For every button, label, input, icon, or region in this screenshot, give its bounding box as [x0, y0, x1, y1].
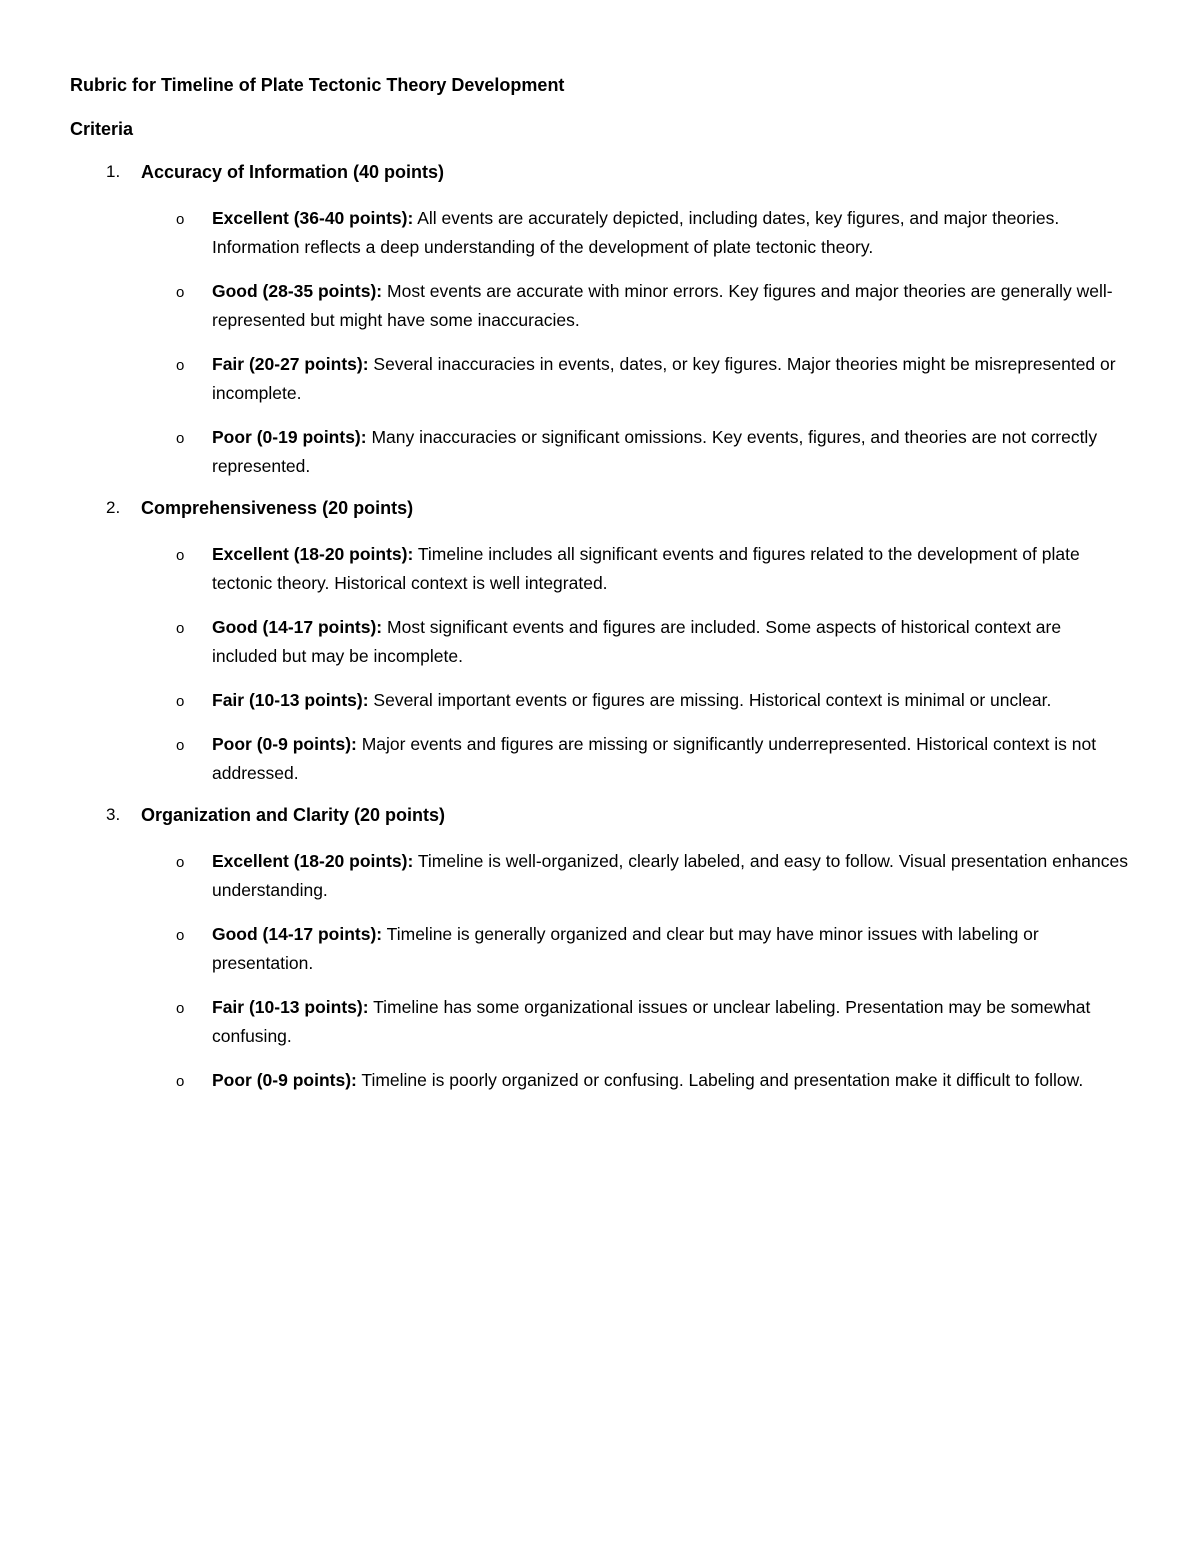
- rating-level-name: Poor (0-9 points):: [212, 734, 357, 754]
- rating-level-item: [0, 277, 1200, 335]
- rating-level-description: Most significant events and figures are included. Some aspects of historical context are included but may be incomplete.: [212, 617, 1062, 666]
- rating-level-description: Several inaccuracies in events, dates, or key figures. Major theories might be misrepresented or incomplete.: [212, 354, 1116, 403]
- bullet-marker: o: [176, 737, 185, 754]
- criterion-heading: [0, 160, 1200, 186]
- rating-level-description: Timeline has some organizational issues or unclear labeling. Presentation may be somewhat confusing.: [212, 997, 1091, 1046]
- rating-level-name: Good (14-17 points):: [212, 617, 383, 637]
- rating-level-name: Excellent (18-20 points):: [212, 544, 414, 564]
- bullet-marker: o: [176, 927, 185, 944]
- rating-level-name: Fair (10-13 points):: [212, 997, 369, 1017]
- rating-levels-list: [0, 847, 1200, 1095]
- bullet-marker: o: [176, 284, 185, 301]
- rating-level-description: Timeline includes all significant events and figures related to the development of plate tectonic theory. Historical context is well integrated.: [212, 544, 1080, 593]
- rating-level-description: Most events are accurate with minor errors. Key figures and major theories are generally well-represented but might have some inaccuracies.: [212, 281, 1113, 330]
- bullet-marker: o: [176, 547, 185, 564]
- rating-level-item: [0, 540, 1200, 598]
- rating-levels-list: [0, 540, 1200, 788]
- criterion-section: [0, 803, 1200, 1095]
- criterion-heading: [0, 803, 1200, 829]
- rating-level-description: All events are accurately depicted, including dates, key figures, and major theories. Information reflects a deep understanding of the development of plate tectonic theory.: [212, 208, 1060, 257]
- rating-level-item: [0, 1066, 1200, 1095]
- bullet-marker: o: [176, 854, 185, 871]
- rating-level-name: Poor (0-19 points):: [212, 427, 367, 447]
- rating-level-item: [0, 350, 1200, 408]
- criteria-list: [0, 160, 1200, 1110]
- bullet-marker: o: [176, 1000, 185, 1017]
- criterion-section: [0, 496, 1200, 788]
- rating-level-item: [0, 993, 1200, 1051]
- rating-level-description: Timeline is well-organized, clearly labeled, and easy to follow. Visual presentation enhances understanding.: [212, 851, 1128, 900]
- rating-level-item: [0, 686, 1200, 715]
- rating-level-item: [0, 847, 1200, 905]
- rating-level-name: Fair (10-13 points):: [212, 690, 369, 710]
- bullet-marker: o: [176, 430, 185, 447]
- criterion-title: Comprehensiveness (20 points): [141, 498, 414, 518]
- bullet-marker: o: [176, 693, 185, 710]
- criterion-title: Organization and Clarity (20 points): [141, 805, 446, 825]
- criterion-section: [0, 160, 1200, 481]
- criterion-heading: [0, 496, 1200, 522]
- criterion-number: 2.: [106, 498, 121, 517]
- rating-level-description: Major events and figures are missing or significantly underrepresented. Historical context is not addressed.: [212, 734, 1097, 783]
- rating-level-item: [0, 730, 1200, 788]
- rating-level-description: Several important events or figures are missing. Historical context is minimal or unclear.: [368, 690, 1052, 710]
- criterion-title: Accuracy of Information (40 points): [141, 162, 445, 182]
- rating-level-description: Timeline is generally organized and clear but may have minor issues with labeling or presentation.: [212, 924, 1039, 973]
- criterion-number: 3.: [106, 805, 121, 824]
- rating-level-name: Poor (0-9 points):: [212, 1070, 357, 1090]
- document-title: Rubric for Timeline of Plate Tectonic Theory Development: [70, 75, 565, 95]
- rating-level-item: [0, 613, 1200, 671]
- document-subtitle: Criteria: [70, 119, 134, 139]
- bullet-marker: o: [176, 620, 185, 637]
- rating-level-item: [0, 423, 1200, 481]
- bullet-marker: o: [176, 1073, 185, 1090]
- criterion-number: 1.: [106, 162, 121, 181]
- rating-level-name: Good (28-35 points):: [212, 281, 383, 301]
- rating-level-item: [0, 920, 1200, 978]
- rating-level-name: Excellent (18-20 points):: [212, 851, 414, 871]
- rating-level-description: Timeline is poorly organized or confusing. Labeling and presentation make it difficult to follow.: [356, 1070, 1084, 1090]
- rating-level-name: Excellent (36-40 points):: [212, 208, 414, 228]
- rating-levels-list: [0, 204, 1200, 481]
- rating-level-name: Good (14-17 points):: [212, 924, 383, 944]
- rating-level-name: Fair (20-27 points):: [212, 354, 369, 374]
- bullet-marker: o: [176, 357, 185, 374]
- rating-level-item: [0, 204, 1200, 262]
- bullet-marker: o: [176, 211, 185, 228]
- rating-level-description: Many inaccuracies or significant omissions. Key events, figures, and theories are not correctly represented.: [212, 427, 1098, 476]
